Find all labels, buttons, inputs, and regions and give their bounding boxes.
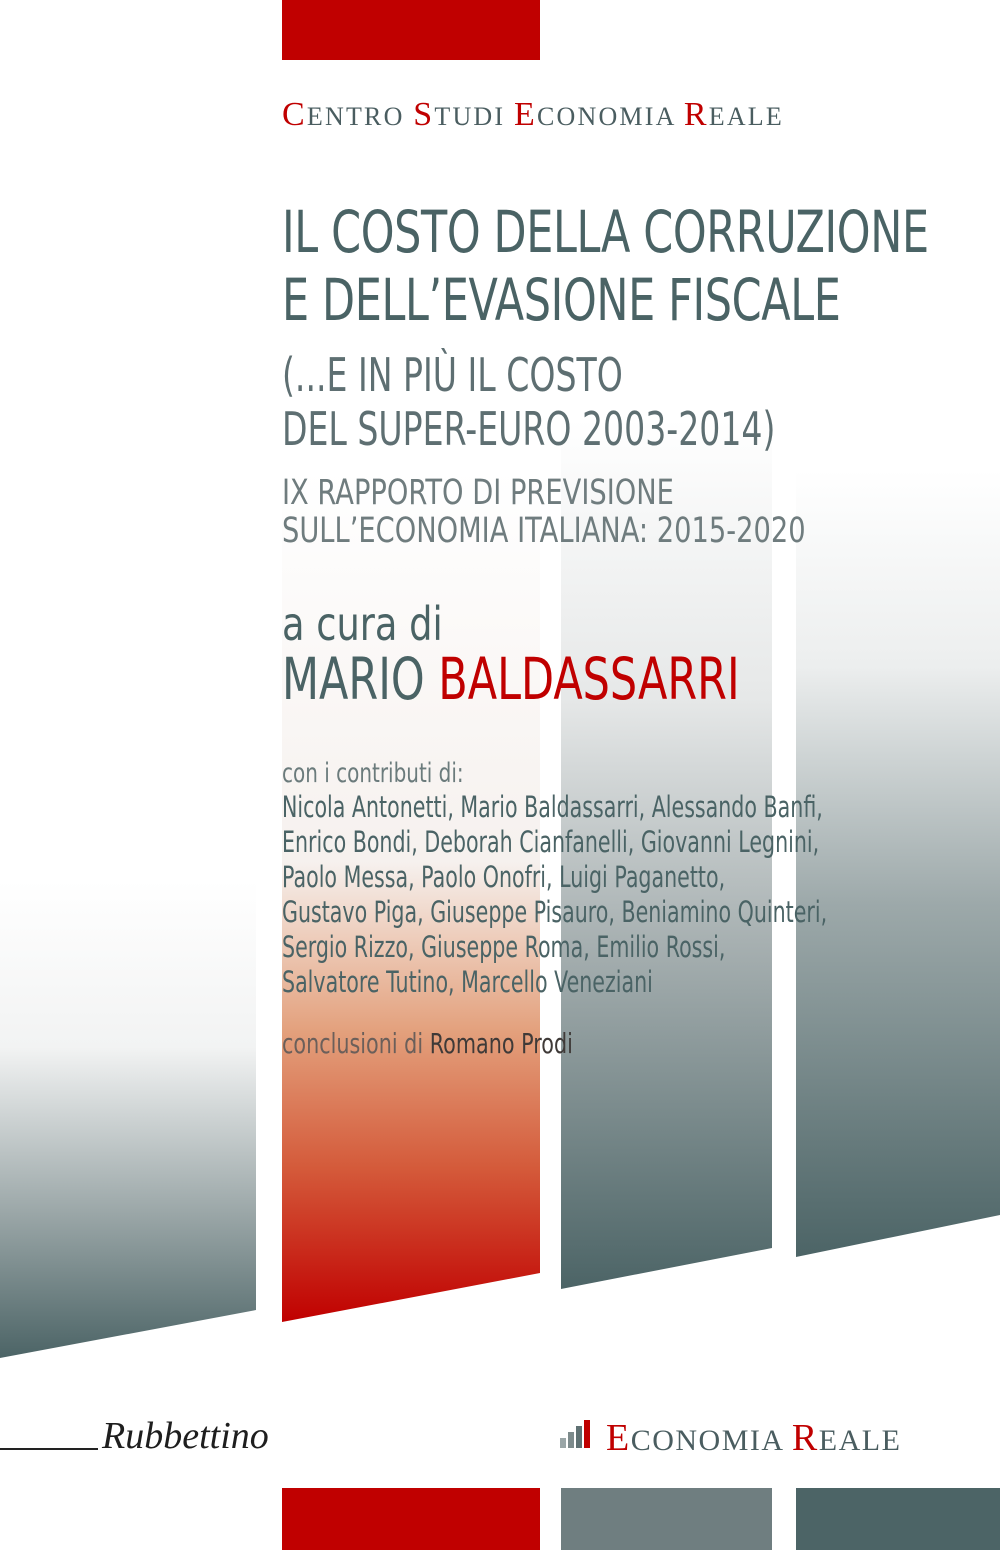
curator-last-name: BALDASSARRI	[438, 645, 740, 713]
series-word-rest: TUDI	[434, 102, 506, 131]
series-word-rest: ENTRO	[306, 102, 405, 131]
series-word-rest: CONOMIA	[536, 102, 676, 131]
imprint-word-rest: EALE	[818, 1424, 902, 1457]
series-word-cap: S	[413, 96, 435, 133]
series-word-cap: R	[683, 96, 709, 133]
imprint-word-rest: CONOMIA	[630, 1424, 783, 1457]
subtitle-line: (...E IN PIÙ IL COSTO	[282, 348, 623, 402]
conclusions-prefix: conclusioni di	[282, 1027, 424, 1060]
subtitle-line: DEL SUPER-EURO 2003-2014)	[282, 402, 776, 456]
imprint-word-cap: E	[606, 1417, 631, 1459]
book-title	[282, 198, 929, 334]
conclusions-credit	[282, 1028, 573, 1060]
contributors-line: Nicola Antonetti, Mario Baldassarri, Alessando Banfi,	[282, 790, 823, 824]
report-line: SULL’ECONOMIA ITALIANA: 2015-2020	[282, 511, 806, 551]
imprint-logo	[606, 1416, 901, 1460]
series-word-rest: EALE	[708, 102, 784, 131]
report-description	[282, 474, 806, 550]
title-line: IL COSTO DELLA CORRUZIONE	[282, 198, 929, 266]
top-red-bar	[282, 0, 540, 60]
curator-prefix: a cura di	[282, 597, 443, 651]
series-word-cap: C	[282, 96, 307, 133]
series-word-cap: E	[513, 96, 537, 133]
contributors-line: Paolo Messa, Paolo Onofri, Luigi Paganetto,	[282, 860, 726, 894]
curator-name	[282, 646, 740, 712]
contributors-line: Sergio Rizzo, Giuseppe Roma, Emilio Rossi,	[282, 930, 726, 964]
left-gradient-column	[0, 880, 256, 1358]
series-heading	[282, 96, 784, 134]
bar-chart-icon	[560, 1418, 596, 1448]
publisher-name: Rubbettino	[102, 1415, 269, 1457]
title-line: E DELL’EVASIONE FISCALE	[282, 266, 841, 334]
contributors-line: Salvatore Tutino, Marcello Veneziani	[282, 965, 653, 999]
curator-first-name: MARIO	[282, 645, 425, 713]
contributors-line: Gustavo Piga, Giuseppe Pisauro, Beniamino Quinteri,	[282, 895, 828, 929]
report-line: IX RAPPORTO DI PREVISIONE	[282, 473, 674, 513]
book-subtitle	[282, 348, 775, 456]
contributors-line: Enrico Bondi, Deborah Cianfanelli, Giovanni Legnini,	[282, 825, 820, 859]
conclusions-author: Romano Prodi	[429, 1027, 573, 1060]
bottom-slate-bar	[796, 1488, 1000, 1550]
publisher-rule	[0, 1448, 98, 1450]
bottom-red-bar	[282, 1488, 540, 1550]
contributors-list	[282, 790, 827, 1000]
imprint-word-cap: R	[791, 1417, 819, 1459]
contributors-label: con i contributi di:	[282, 758, 464, 789]
bottom-gray-bar	[561, 1488, 772, 1550]
